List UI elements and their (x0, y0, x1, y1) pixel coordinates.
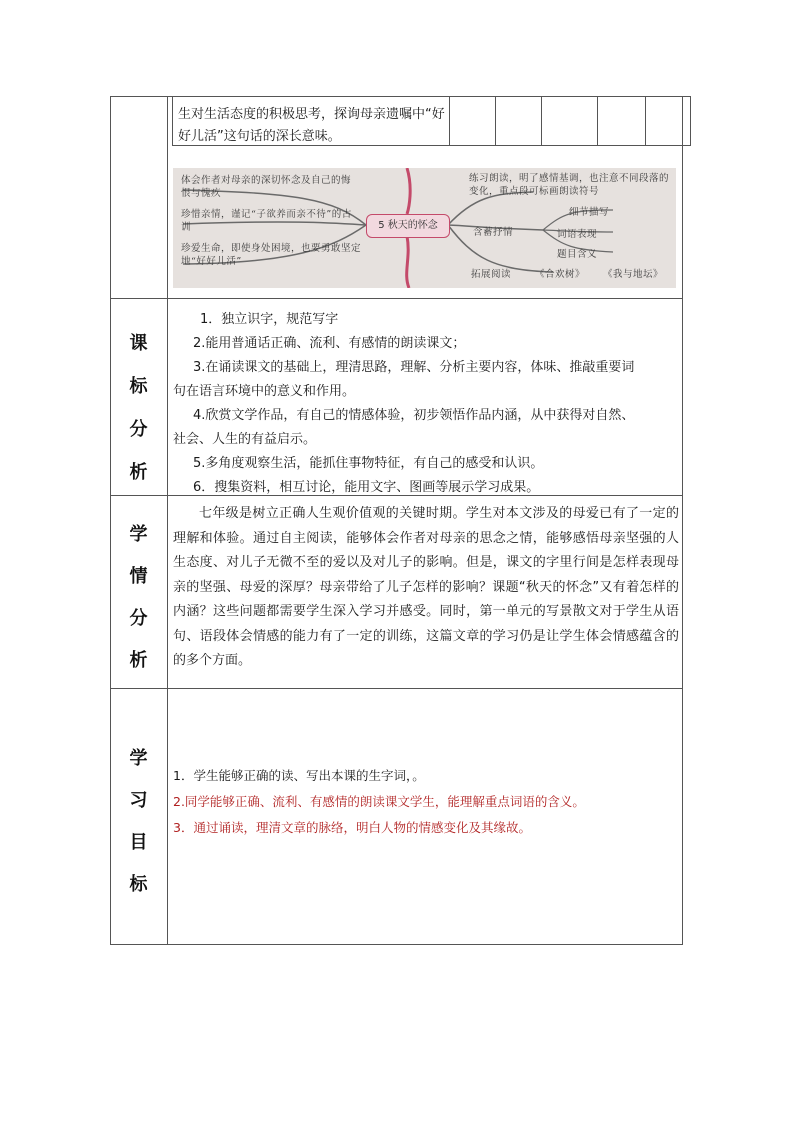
student-analysis-text: 七年级是树立正确人生观价值观的关键时期。学生对本文涉及的母爱已有了一定的理解和体验。通过自主阅读，能够体会作者对母亲的思念之情，能够感悟母亲坚强的人生态度、对儿子无微不至的爱以及对儿子的影响。但是，课文的字里行间是怎样表现母亲的坚强、母爱的深厚？母亲带给了儿子怎样的影响？课题“秋天的怀念”又有着怎样的内涵？这些问题都需要学生深入学习并感受。同时，第一单元的写景散文对于学生从语句、语段体会情感的能力有了一定的训练，这篇文章的学习仍是让学生体会情感蕴含的的多个方面。 (173, 506, 679, 668)
mindmap-right-branch: 含蓄抒情 (473, 227, 514, 238)
goal-item: 1．学生能够正确的读、写出本课的生字词，。 (173, 768, 425, 783)
mindmap-sub-item: 细节描写 (569, 207, 610, 218)
mindmap-left-item: 珍惜亲情，谨记“子欲养而亲不待”的古训 (181, 209, 352, 233)
curriculum-item: 3.在诵读课文的基础上，理清思路，理解、分析主要内容，体味、推敲重要词 (193, 360, 635, 375)
mindmap-bottom-item: 《合欢树》 (535, 269, 586, 280)
mindmap-right-top: 练习朗读，明了感情基调，也注意不同段落的变化，重点段可标画朗读符号 (469, 173, 670, 197)
curriculum-item: 5.多角度观察生活，能抓住事物特征，有自己的感受和认识。 (193, 456, 544, 471)
table-cell-divider (597, 97, 598, 145)
goal-item: 3．通过诵读，理清文章的脉络，明白人物的情感变化及其缘故。 (173, 820, 531, 835)
table-cell-divider (449, 97, 450, 145)
curriculum-item: 1．独立识字，规范写字 (200, 312, 339, 327)
curriculum-item: 2.能用普通话正确、流利、有感情的朗读课文； (193, 336, 466, 351)
table-cell-divider (645, 97, 646, 145)
curriculum-item: 4.欣赏文学作品，有自己的情感体验，初步领悟作品内涵，从中获得对自然、 (193, 408, 635, 423)
mindmap-left-item: 珍爱生命，即使身处困境，也要勇敢坚定地“好好儿活” (181, 243, 362, 267)
table-cell-divider (541, 97, 542, 145)
section-label-goals: 学 习 目 标 (129, 748, 148, 895)
mindmap-left-item: 体会作者对母亲的深切怀念及自己的悔恨与愧疚 (181, 175, 352, 199)
mindmap-bottom-item: 《我与地坛》 (603, 269, 664, 280)
curriculum-item: 社会、人生的有益启示。 (173, 432, 317, 447)
mindmap-image (173, 168, 676, 288)
row-divider (110, 688, 683, 689)
mindmap-sub-item: 词语表现 (557, 229, 598, 240)
section-label-student: 学 情 分 析 (129, 524, 148, 671)
table-column-divider (167, 96, 168, 945)
mindmap-bottom-item: 拓展阅读 (471, 269, 512, 280)
row-divider (110, 298, 683, 299)
mindmap-sub-item: 题目含义 (557, 249, 598, 260)
curriculum-item: 句在语言环境中的意义和作用。 (173, 384, 356, 399)
section-label-curriculum: 课 标 分 析 (129, 333, 148, 483)
mindmap-center-node: 5 秋天的怀念 (366, 214, 450, 238)
goal-item: 2.同学能够正确、流利、有感情的朗读课文学生，能理解重点词语的含义。 (173, 794, 585, 809)
top-row-text: 生对生活态度的积极思考，探询母亲遗嘱中“好好儿活”这句话的深长意味。 (178, 107, 445, 144)
curriculum-item: 6．搜集资料，相互讨论，能用文字、图画等展示学习成果。 (193, 480, 540, 495)
table-cell-divider (495, 97, 496, 145)
